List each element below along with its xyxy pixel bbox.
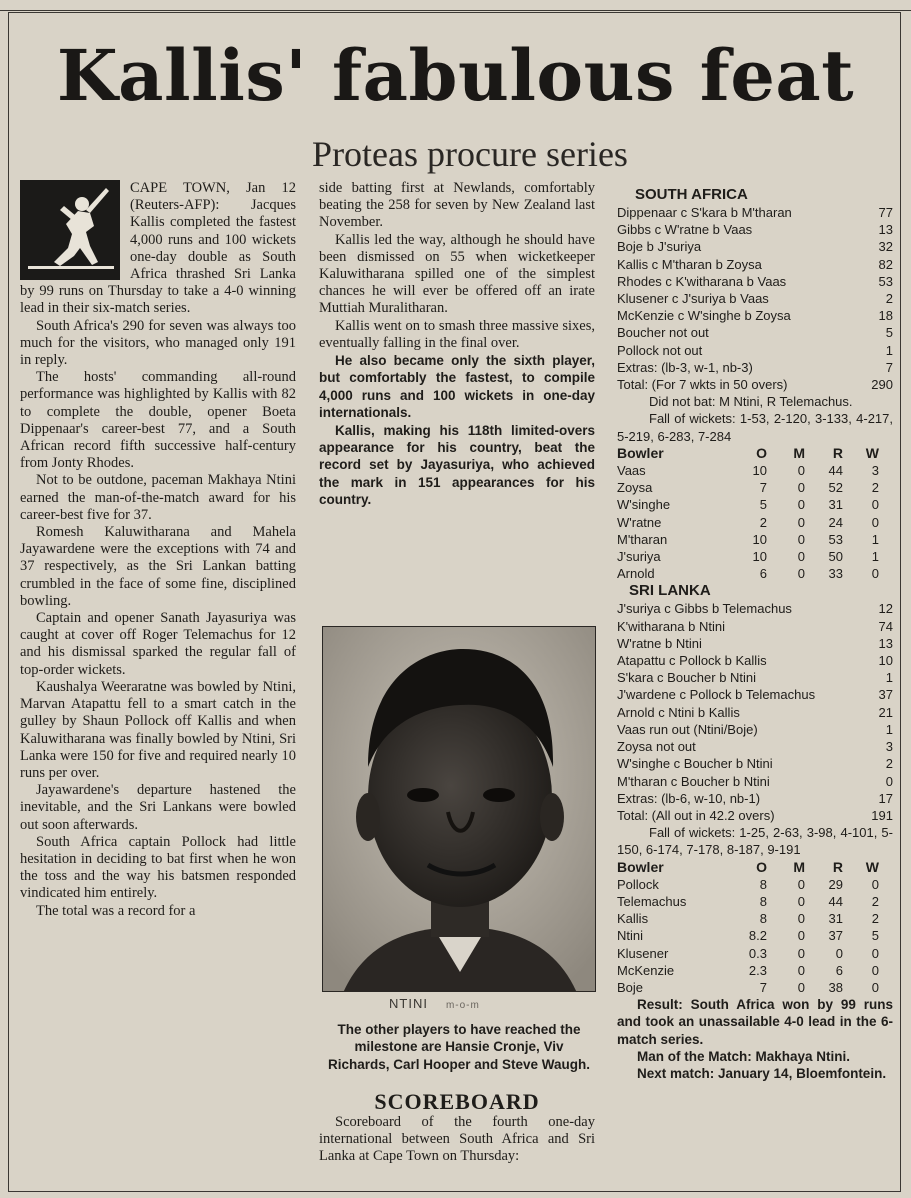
bowler-runs: 38 [828,979,843,995]
batsman-runs: 2 [885,756,893,772]
fall-of-wickets: Fall of wickets: 1-25, 2-63, 3-98, 4-101, 5-150, 6-174, 7-178, 8-187, 9-191 [617,825,893,858]
batting-row [617,635,893,652]
batting-row [617,807,893,824]
batsman-dismissal: Extras: (lb-6, w-10, nb-1) [617,790,761,806]
bowling-row [617,462,893,479]
bowler-name: Boje [617,979,644,995]
batting-row [617,686,893,703]
bowling-row [617,979,893,996]
batting-row [617,618,893,635]
bowler-maidens: 0 [797,945,805,961]
bold-highlight [319,352,595,509]
batsman-runs: 0 [885,773,893,789]
paragraph: Jayawardene's departure hastened the inevitable, and the Sri Lankans were bowled out soon afterwards. [20,782,296,833]
paragraph: Kaushalya Weeraratne was bowled by Ntini, Marvan Atapattu fell to a smart catch in the gulley by Shaun Pollock off Kallis and when Kaluwitharana was finally bowled by Ntini, Sri Lanka were 150 for five and required nearly 10 runs per over. [20,678,296,781]
bowler-name: Pollock [617,876,659,892]
bowler-runs: 31 [828,911,843,927]
bowler-name: W'singhe [617,497,671,513]
batsman-runs: 2 [885,291,893,307]
bowler-wickets: 0 [871,962,879,978]
scoreboard-description [319,1114,595,1166]
batting-row [617,256,893,273]
bowler-wickets: 0 [871,514,879,530]
article-column-1 [20,180,296,920]
bowling-row [617,479,893,496]
batsman-dismissal: Total: (For 7 wkts in 50 overs) [617,377,788,393]
batsman-runs: 290 [871,377,893,393]
bowling-header [617,445,893,462]
bowler-wickets: 3 [871,463,879,479]
header-maidens: M [793,444,805,461]
batting-row [617,376,893,393]
batsman-runs: 3 [885,739,893,755]
batting-row [617,721,893,738]
bowler-maidens: 0 [797,531,805,547]
bowler-overs: 2 [759,514,767,530]
batsman-dismissal: W'singhe c Boucher b Ntini [617,756,773,772]
top-rule [0,0,911,11]
paragraph: Scoreboard of the fourth one-day international between South Africa and Sri Lanka at Cape Town on Thursday: [319,1114,595,1165]
scoreboard-title: SCOREBOARD [374,1089,540,1114]
batting-row [617,359,893,376]
batting-row [617,755,893,772]
bowler-overs: 10 [752,549,767,565]
sl-bowling-list [617,876,893,996]
batsman-dismissal: Klusener c J'suriya b Vaas [617,291,769,307]
bowler-runs: 33 [828,566,843,582]
batsman-dismissal: Boje b J'suriya [617,239,702,255]
team-heading-sri-lanka: SRI LANKA [629,582,711,600]
bowler-name: W'ratne [617,514,662,530]
headline: Kallis' fabulous feat [56,34,855,117]
bowler-runs: 44 [828,463,843,479]
batsman-runs: 1 [885,721,893,737]
lead-paragraph: CAPE TOWN, Jan 12 (Reuters-AFP): Jacques Kallis completed the fastest 4,000 runs and 100 wickets one-day double as South Africa thrashed Sri Lanka by 99 runs on Thursday to take a 4-0 winning lead in their six-match series. [20,180,296,317]
batting-row [617,204,893,221]
bowling-row [617,910,893,927]
bowler-name: Zoysa [617,480,653,496]
bowler-overs: 7 [759,480,767,496]
bowler-runs: 37 [828,928,843,944]
batsman-dismissal: Total: (All out in 42.2 overs) [617,807,775,823]
batting-row [617,307,893,324]
batsman-runs: 37 [878,687,893,703]
batsman-runs: 5 [885,325,893,341]
bowler-wickets: 0 [871,566,879,582]
batsman-dismissal: W'ratne b Ntini [617,635,702,651]
bold-paragraph: Kallis, making his 118th limited-overs appearance for his country, beat the record set by Jayasuriya, who achieved the mark in 151 appearances for his country. [319,422,595,508]
batting-row [617,652,893,669]
batsman-runs: 10 [878,653,893,669]
bowler-maidens: 0 [797,962,805,978]
bowler-wickets: 1 [871,549,879,565]
bowler-maidens: 0 [797,463,805,479]
article-column-2 [319,180,595,509]
bowler-wickets: 0 [871,876,879,892]
header-wickets: W [865,444,879,461]
batsman-dismissal: Extras: (lb-3, w-1, nb-3) [617,359,753,375]
paragraph: The hosts' commanding all-round performance was highlighted by Kallis with 82 to complete the double, opener Boeta Dippenaar's career-best 77, and a South African record fifth successive half-century from Jonty Rhodes. [20,369,296,472]
paragraph: Not to be outdone, paceman Makhaya Ntini earned the man-of-the-match award for his career-best five for 37. [20,472,296,523]
bowler-overs: 8.2 [748,928,767,944]
bowler-runs: 50 [828,549,843,565]
batting-row [617,273,893,290]
bowler-wickets: 2 [871,893,879,909]
bowler-overs: 5 [759,497,767,513]
header-wickets: W [865,858,879,875]
bowler-runs: 52 [828,480,843,496]
batsman-dismissal: K'witharana b Ntini [617,618,725,634]
batsman-runs: 21 [878,704,893,720]
bowler-overs: 8 [759,911,767,927]
batting-row [617,738,893,755]
bowling-row [617,893,893,910]
batsman-runs: 17 [878,790,893,806]
bowler-maidens: 0 [797,480,805,496]
bowler-maidens: 0 [797,497,805,513]
bowling-row [617,496,893,513]
caption-credit: m-o-m [445,1000,480,1011]
sa-bowling-list [617,462,893,582]
paragraph: Romesh Kaluwitharana and Mahela Jayawardene were the exceptions with 74 and 37 respectively, as the Sri Lankan batting crumbled in the face of some fine, disciplined bowling. [20,524,296,609]
fall-of-wickets: Fall of wickets: 1-53, 2-120, 3-133, 4-217, 5-219, 6-283, 7-284 [617,411,893,444]
batting-row [617,600,893,617]
batsman-dismissal: Zoysa not out [617,739,696,755]
header-overs: O [756,444,767,461]
bowler-runs: 29 [828,876,843,892]
bowler-name: McKenzie [617,962,675,978]
bowler-maidens: 0 [797,514,805,530]
bowler-runs: 31 [828,497,843,513]
bowler-maidens: 0 [797,979,805,995]
header-overs: O [756,858,767,875]
header-bowler: Bowler [617,444,664,461]
header-bowler: Bowler [617,858,664,875]
header-runs: R [832,444,843,461]
bowler-maidens: 0 [797,893,805,909]
batsman-dismissal: J'wardene c Pollock b Telemachus [617,687,816,703]
batting-row [617,290,893,307]
bowler-wickets: 0 [871,497,879,513]
batsman-dismissal: Pollock not out [617,342,703,358]
batsman-runs: 82 [878,256,893,272]
bowler-runs: 53 [828,531,843,547]
paragraph: side batting first at Newlands, comfortably beating the 258 for seven by New Zealand last November. [319,180,595,231]
subheadline: Proteas procure series [312,134,628,174]
bowler-runs: 0 [835,945,843,961]
sa-batting-list [617,204,893,393]
batsman-runs: 7 [885,359,893,375]
man-of-the-match: Man of the Match: Makhaya Ntini. [637,1048,851,1064]
paragraph: South Africa's 290 for seven was always too much for the visitors, who managed only 191 in reply. [20,317,296,369]
bowling-row [617,962,893,979]
bold-paragraph: He also became only the sixth player, but comfortably the fastest, to compile 4,000 runs and 100 wickets in one-day internationals. [319,353,595,421]
batsman-dismissal: S'kara c Boucher b Ntini [617,670,757,686]
bowler-runs: 44 [828,893,843,909]
batsman-runs: 1 [885,670,893,686]
batting-row [617,221,893,238]
bowler-overs: 8 [759,876,767,892]
bowler-name: Ntini [617,928,644,944]
bowler-maidens: 0 [797,876,805,892]
bowler-name: M'tharan [617,531,668,547]
bowler-maidens: 0 [797,911,805,927]
batsman-runs: 13 [878,222,893,238]
batting-row [617,790,893,807]
batsman-runs: 18 [878,308,893,324]
bowler-overs: 7 [759,979,767,995]
team-heading-south-africa: SOUTH AFRICA [635,186,748,203]
batting-row [617,238,893,255]
batsman-dismissal: Rhodes c K'witharana b Vaas [617,273,787,289]
bowling-row [617,945,893,962]
paragraph: South Africa captain Pollock had little hesitation in deciding to bat first when he won the toss and the way his batsmen responded vindicated him entirely. [20,833,296,902]
batsman-runs: 77 [878,205,893,220]
bowler-wickets: 0 [871,945,879,961]
bowler-overs: 2.3 [748,962,767,978]
bowling-row [617,531,893,548]
bowling-row [617,548,893,565]
bowler-wickets: 5 [871,928,879,944]
batsman-runs: 191 [871,807,893,823]
sl-batting-list [617,600,893,824]
batsman-runs: 1 [885,342,893,358]
paragraph: The total was a record for a [36,902,196,919]
paragraph: Kallis led the way, although he should have been dismissed on 55 when wicketkeeper Kaluwitharana spilled one of the simplest chances he will ever be offered off an irate Muttiah Muralitharan. [319,231,595,317]
result-text: Result: South Africa won by 99 runs and took an unassailable 4-0 lead in the 6-match series. [617,997,893,1047]
bowler-overs: 8 [759,893,767,909]
batting-row [617,342,893,359]
bowling-row [617,565,893,582]
batsman-dismissal: M'tharan c Boucher b Ntini [617,773,770,789]
batsman-dismissal: Kallis c M'tharan b Zoysa [617,256,762,272]
bowler-maidens: 0 [797,566,805,582]
batsman-dismissal: Arnold c Ntini b Kallis [617,704,740,720]
batting-row [617,773,893,790]
header-runs: R [832,858,843,875]
batsman-runs: 12 [878,601,893,617]
batting-row [617,324,893,341]
bowler-overs: 10 [752,463,767,479]
bowling-row [617,514,893,531]
batsman-dismissal: Gibbs c W'ratne b Vaas [617,222,753,238]
bowler-wickets: 1 [871,531,879,547]
bowler-maidens: 0 [797,549,805,565]
batsman-dismissal: Atapattu c Pollock b Kallis [617,653,767,669]
paragraph: Kallis went on to smash three massive sixes, eventually falling in the final over. [319,317,595,351]
scoreboard [617,186,893,1082]
batsman-dismissal: Vaas run out (Ntini/Boje) [617,721,758,737]
batsman-dismissal: Boucher not out [617,325,709,341]
batsman-runs: 13 [878,635,893,651]
cricket-batsman-icon [20,180,120,280]
match-result [617,996,893,1082]
caption-name: NTINI [389,996,428,1011]
batsman-runs: 74 [878,618,893,634]
batsman-dismissal: McKenzie c W'singhe b Zoysa [617,308,791,324]
bowler-name: Telemachus [617,893,687,909]
batsman-runs: 32 [878,239,893,255]
bowler-runs: 24 [828,514,843,530]
batsman-runs: 53 [878,273,893,289]
bowler-wickets: 2 [871,480,879,496]
ntini-photo [322,626,596,992]
batsman-dismissal: J'suriya c Gibbs b Telemachus [617,601,792,617]
photo-caption [389,996,480,1011]
bowler-name: Vaas [617,463,646,479]
batsman-dismissal: Dippenaar c S'kara b M'tharan [617,205,792,220]
bowler-runs: 6 [835,962,843,978]
bowler-maidens: 0 [797,928,805,944]
milestone-note: The other players to have reached the milestone are Hansie Cronje, Viv Richards, Carl Hooper and Steve Waugh. [327,1022,591,1072]
bowler-name: Arnold [617,566,655,582]
header-maidens: M [793,858,805,875]
batting-row [617,669,893,686]
bowler-wickets: 0 [871,979,879,995]
bowler-name: Klusener [617,945,669,961]
batting-row [617,704,893,721]
bowling-header [617,859,893,876]
bowler-overs: 0.3 [748,945,767,961]
bowler-overs: 6 [759,566,767,582]
next-match: Next match: January 14, Bloemfontein. [637,1065,887,1081]
bowling-row [617,876,893,893]
paragraph: Captain and opener Sanath Jayasuriya was caught at cover off Roger Telemachus for 12 and his dismissal sparked the regular fall of top-order wickets. [20,610,296,678]
bowler-name: J'suriya [617,549,661,565]
bowling-row [617,927,893,944]
bowler-name: Kallis [617,911,649,927]
bowler-wickets: 2 [871,911,879,927]
did-not-bat: Did not bat: M Ntini, R Telemachus. [649,394,853,410]
bowler-overs: 10 [752,531,767,547]
